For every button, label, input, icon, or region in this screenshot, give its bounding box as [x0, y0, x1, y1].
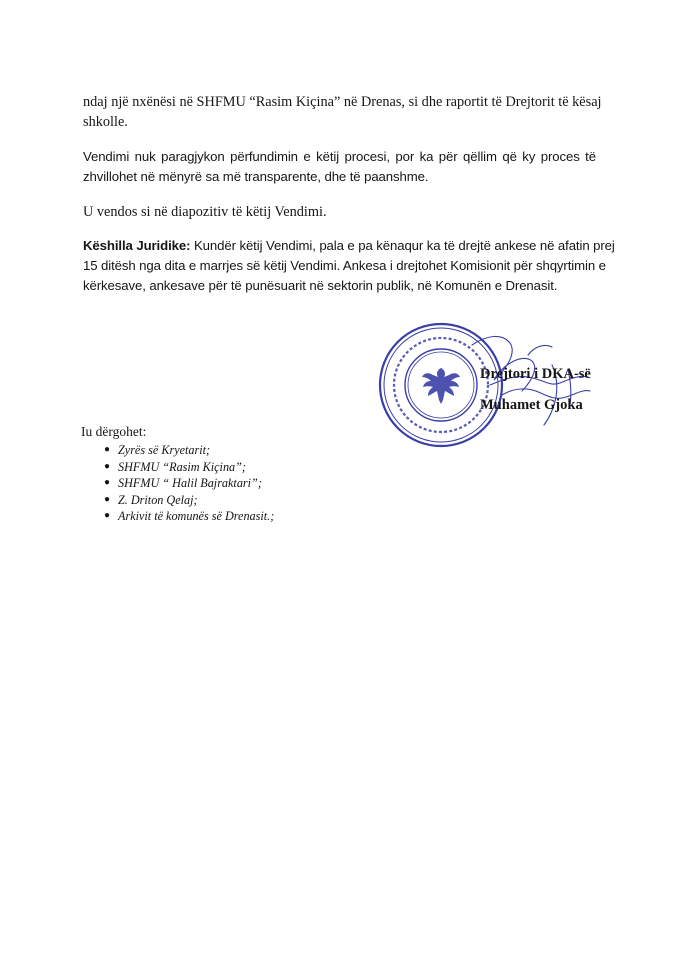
recipient-text: Zyrës së Kryetarit; [118, 443, 211, 457]
list-item [104, 508, 274, 525]
list-item [104, 459, 274, 476]
bullet-icon: ● [104, 510, 111, 521]
bullet-icon: ● [104, 460, 111, 472]
recipient-text: SHFMU “ Halil Bajraktari”; [118, 476, 262, 490]
recipient-text: Arkivit të komunës së Drenasit.; [118, 509, 275, 523]
paragraph-line: kërkesave, ankesave për të punësuarit në sektorin publik, në Komunën e Drenasit. [83, 278, 558, 293]
recipient-text: SHFMU “Rasim Kiçina”; [118, 459, 246, 474]
bullet-icon: ● [104, 444, 111, 455]
paragraph-line [83, 236, 615, 256]
signer-title: Drejtori i DKA-së [480, 366, 591, 382]
list-item [104, 442, 274, 459]
recipient-list [104, 442, 274, 525]
bullet-icon: ● [104, 477, 111, 488]
distribution-label: Iu dërgohet: [81, 424, 147, 439]
paragraph-decided [83, 202, 596, 222]
signer-name: Muhamet Gjoka [480, 397, 583, 413]
recipient-text: Z. Driton Qelaj; [118, 492, 198, 507]
legal-advice-label: Këshilla Juridike: [83, 238, 191, 253]
paragraph-reference [83, 92, 602, 132]
paragraph-line: shkolle. [83, 114, 128, 130]
paragraph-line: ndaj një nxënësi në SHFMU “Rasim Kiçina” në Drenas, si dhe raportit të Drejtorit të kësaj [83, 94, 602, 110]
paragraph-line: 15 ditësh nga dita e marrjes së këtij Vendimi. Ankesa i drejtohet Komisionit për shqyrtimin e [83, 258, 606, 273]
paragraph-line: Vendimi nuk paragjykon përfundimin e këtij procesi, por ka për qëllim që ky proces të [83, 149, 596, 164]
bullet-icon: ● [104, 493, 111, 505]
legal-advice-text: Kundër këtij Vendimi, pala e pa kënaqur ka të drejtë ankese në afatin prej [190, 238, 615, 253]
list-item [104, 492, 274, 509]
paragraph-line: zhvillohet në mënyrë sa më transparente, dhe të paanshme. [83, 169, 429, 184]
list-item [104, 475, 274, 492]
paragraph-line: U vendos si në diapozitiv të këtij Vendimi. [83, 204, 327, 220]
paragraph-decision-purpose [83, 147, 596, 187]
legal-advice-paragraph [83, 236, 615, 296]
